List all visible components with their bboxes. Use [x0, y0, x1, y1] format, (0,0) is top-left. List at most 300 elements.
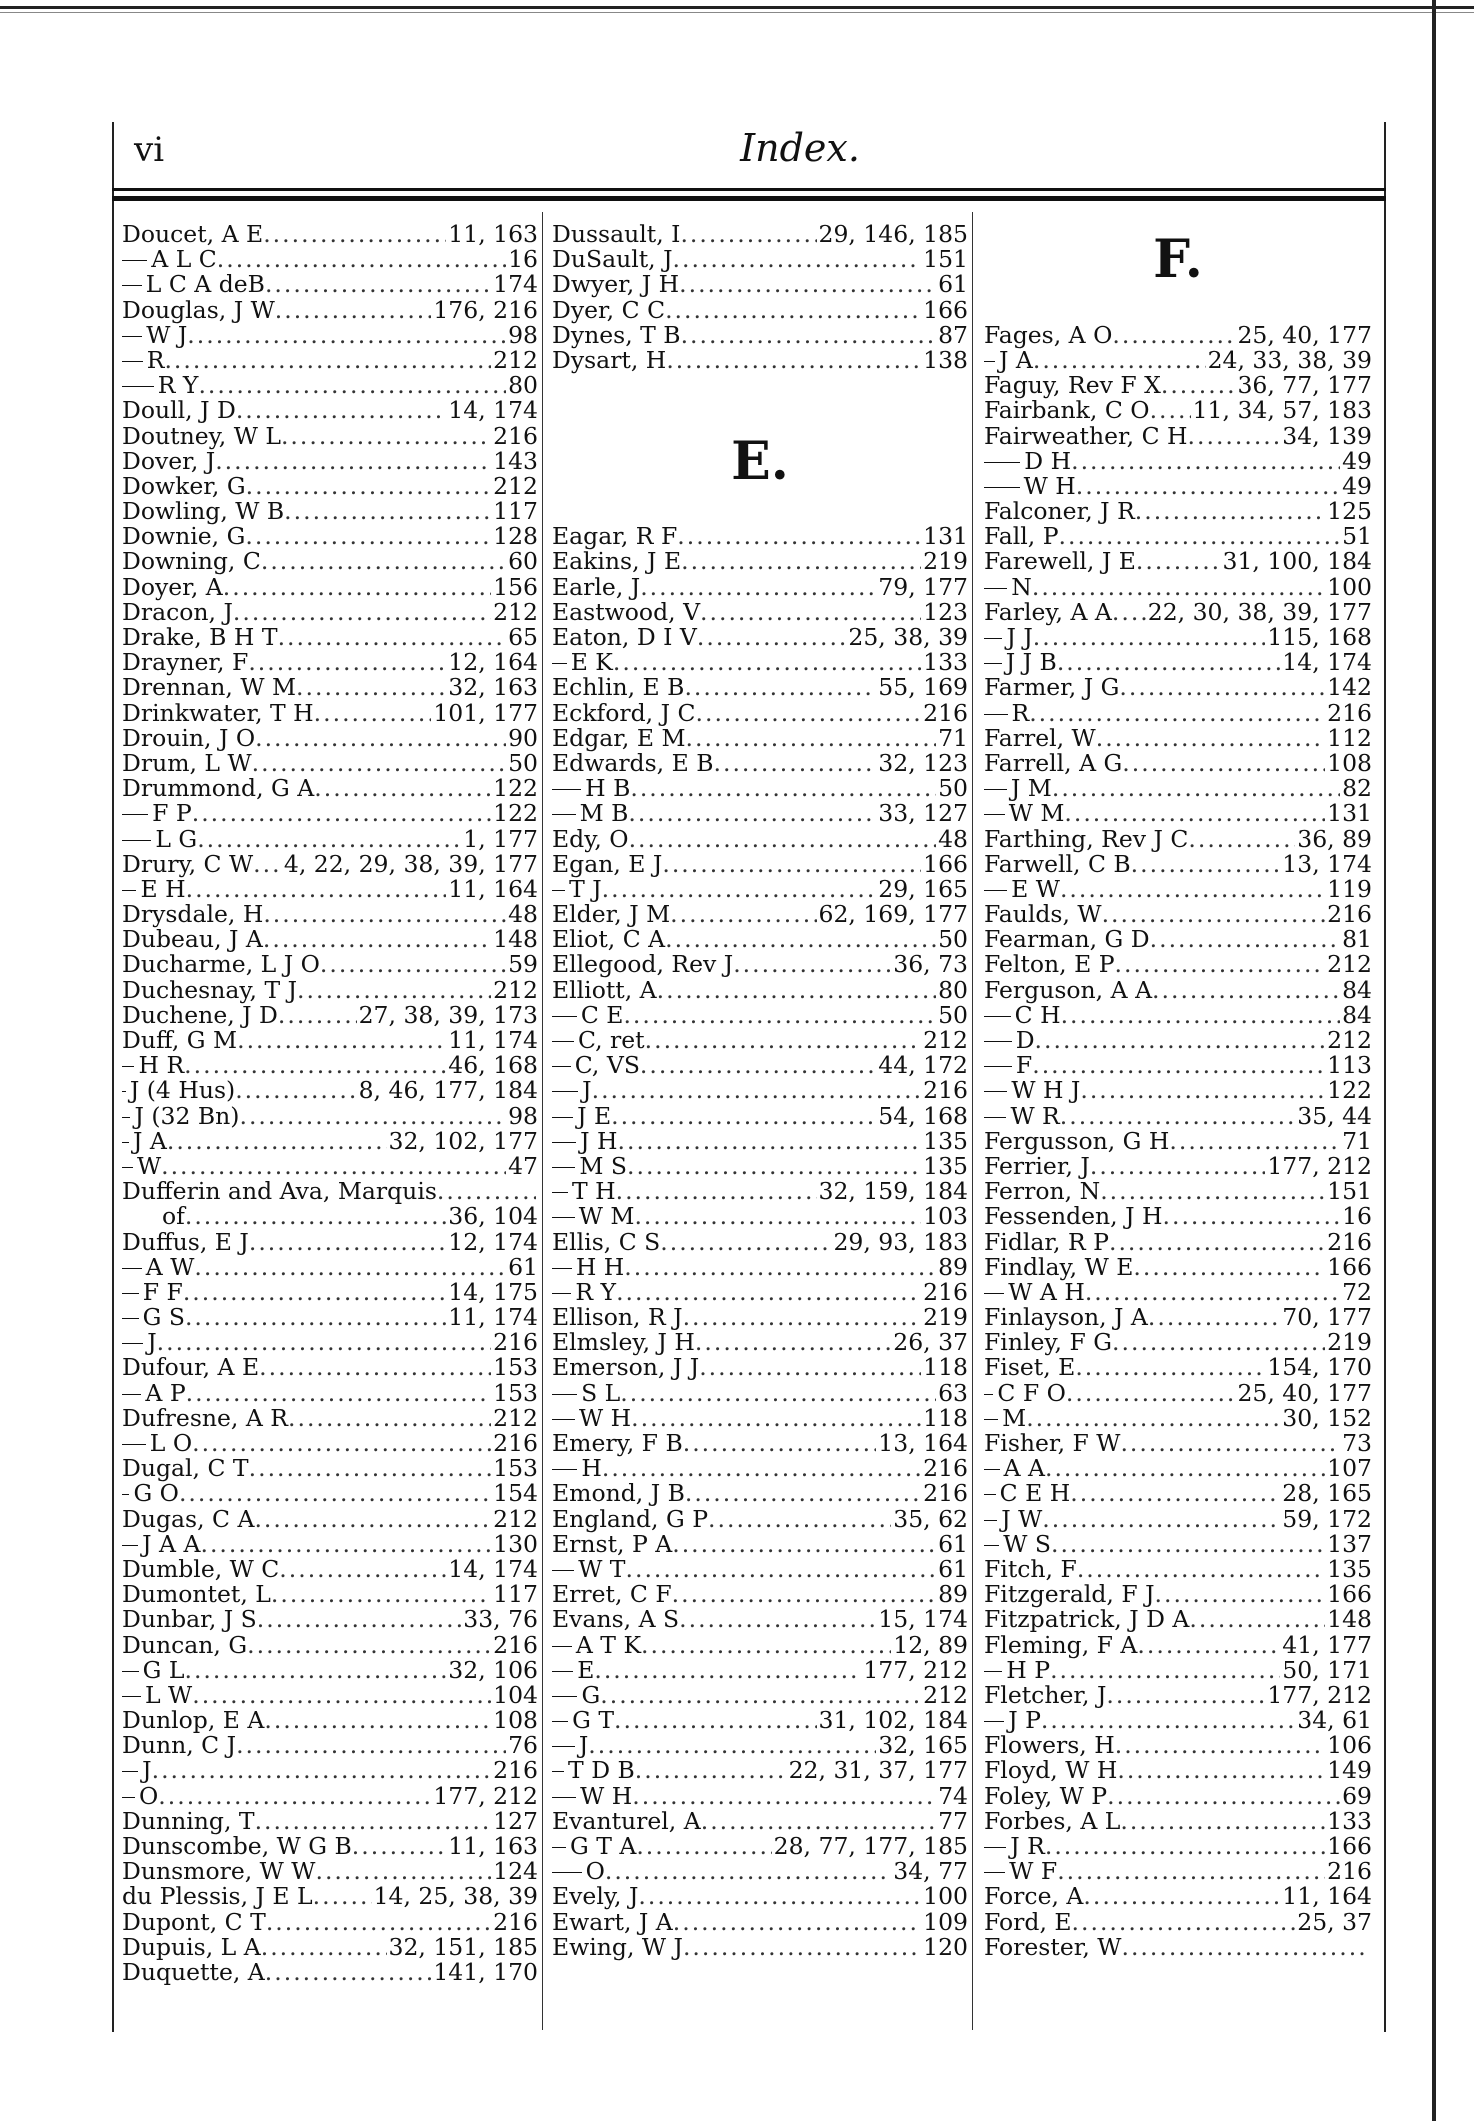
index-entry: [122, 1529, 538, 1558]
dot-leader: [263, 902, 506, 927]
index-entry: [984, 1680, 1372, 1709]
entry-name: Floyd, W H: [984, 1756, 1118, 1785]
entry-name: M: [1002, 1403, 1027, 1432]
entry-pages: 115, 168: [1267, 623, 1372, 652]
index-entry: [122, 1884, 538, 1909]
dot-leader: [641, 1633, 891, 1658]
entry-pages: 44, 172: [878, 1051, 968, 1080]
entry-pages: 120: [923, 1932, 968, 1961]
index-entry: [122, 373, 538, 398]
entry-name: C F O: [997, 1378, 1066, 1407]
entry-name: W H: [1023, 471, 1076, 500]
entry-pages: 90: [508, 723, 538, 752]
entry-pages: 216: [1327, 900, 1372, 929]
entry-pages: 69: [1342, 1781, 1372, 1810]
entry-name: Dubeau, J A: [122, 925, 263, 954]
entry-pages: 216: [493, 1756, 538, 1785]
ditto-dash: [552, 1268, 572, 1269]
entry-name: W: [136, 1151, 162, 1180]
dot-leader: [602, 877, 877, 902]
entry-name: Eastwood, V: [552, 597, 701, 626]
entry-name: Farley, A A: [984, 597, 1112, 626]
ditto-dash: [984, 789, 1007, 790]
entry-pages: 133: [923, 648, 968, 677]
entry-name: W T: [578, 1554, 626, 1583]
entry-name: of: [162, 1202, 185, 1231]
index-entry: [122, 1252, 538, 1281]
entry-pages: 22, 30, 38, 39, 177: [1147, 597, 1372, 626]
entry-pages: 48: [508, 900, 538, 929]
entry-pages: 32, 151, 185: [388, 1932, 538, 1961]
index-entry: [552, 824, 968, 853]
index-entry: [984, 1834, 1372, 1859]
dot-leader: [1122, 751, 1325, 776]
dot-leader: [657, 978, 936, 1003]
entry-pages: 36, 89: [1297, 824, 1372, 853]
entry-pages: 34, 139: [1282, 421, 1372, 450]
entry-name: Eliot, C A: [552, 925, 666, 954]
index-entry: [984, 471, 1372, 500]
index-entry: [122, 295, 538, 324]
index-entry: [984, 1101, 1372, 1130]
dot-leader: [630, 776, 936, 801]
index-entry: [122, 320, 538, 349]
ditto-dash: [552, 1721, 568, 1722]
entry-name: Ducharme, L J O: [122, 950, 320, 979]
entry-pages: 12, 174: [448, 1227, 538, 1256]
dot-leader: [1150, 927, 1340, 952]
entry-name: Douglas, J W: [122, 295, 275, 324]
index-column-3: [984, 222, 1372, 1960]
entry-name: C E H: [999, 1479, 1071, 1508]
index-entry: [984, 1305, 1372, 1330]
dot-leader: [714, 751, 877, 776]
entry-name: H B: [585, 774, 631, 803]
entry-pages: 131: [1327, 799, 1372, 828]
dot-leader: [1041, 1708, 1295, 1733]
entry-pages: 12, 89: [893, 1630, 968, 1659]
entry-name: J: [578, 1731, 589, 1760]
index-column-2: [552, 222, 968, 1960]
index-entry: [122, 1277, 538, 1306]
index-entry: [552, 1607, 968, 1632]
top-rule: [0, 6, 1474, 9]
ditto-dash: [122, 1167, 133, 1168]
dot-leader: [192, 801, 491, 826]
dot-leader: [185, 1204, 446, 1229]
entry-name: Duquette, A: [122, 1957, 265, 1986]
index-entry: [122, 1630, 538, 1659]
dot-leader: [683, 1935, 921, 1960]
entry-name: Elder, J M: [552, 900, 671, 929]
dot-leader: [635, 1758, 787, 1783]
dot-leader: [275, 298, 432, 323]
index-entry: [552, 1000, 968, 1029]
ditto-dash: [552, 1293, 571, 1294]
dot-leader: [685, 1481, 921, 1506]
entry-pages: 98: [508, 320, 538, 349]
entry-name: H R: [138, 1051, 185, 1080]
dot-leader: [247, 1633, 491, 1658]
dot-leader: [1112, 600, 1146, 625]
ditto-dash: [984, 1091, 1007, 1092]
entry-pages: 101, 177: [433, 698, 538, 727]
index-entry: [984, 1733, 1372, 1758]
ditto-dash: [122, 386, 154, 387]
index-entry: [984, 1078, 1372, 1103]
index-entry: [122, 1151, 538, 1180]
entry-pages: 216: [923, 1454, 968, 1483]
index-entry: [552, 1907, 968, 1936]
dot-leader: [1080, 1078, 1325, 1103]
entry-pages: 24, 33, 38, 39: [1207, 345, 1372, 374]
index-entry: [552, 1554, 968, 1583]
index-entry: [984, 1529, 1372, 1558]
page-title: Index.: [740, 126, 860, 170]
index-entry: [552, 675, 968, 700]
ditto-dash: [122, 1545, 138, 1546]
dot-leader: [1032, 1053, 1325, 1078]
entry-pages: 82: [1342, 774, 1372, 803]
entry-pages: 36, 77, 177: [1237, 371, 1372, 400]
entry-pages: 119: [1327, 874, 1372, 903]
dot-leader: [1155, 1582, 1326, 1607]
index-entry: [122, 549, 538, 574]
entry-name: E: [577, 1655, 595, 1684]
entry-name: Elmsley, J H: [552, 1328, 695, 1357]
dot-leader: [1188, 424, 1281, 449]
entry-pages: 13, 164: [878, 1429, 968, 1458]
dot-leader: [1052, 776, 1340, 801]
entry-pages: 8, 46, 177, 184: [358, 1076, 538, 1105]
entry-pages: 29, 146, 185: [818, 220, 968, 248]
dot-leader: [1070, 1481, 1280, 1506]
entry-pages: 11, 34, 57, 183: [1192, 396, 1372, 425]
entry-pages: 216: [923, 698, 968, 727]
dot-leader: [1137, 1633, 1280, 1658]
entry-name: Dunn, C J: [122, 1731, 237, 1760]
section-letter: F.: [1153, 229, 1203, 291]
dot-leader: [1136, 549, 1221, 574]
dot-leader: [628, 801, 876, 826]
entry-name: G T A: [569, 1832, 637, 1861]
dot-leader: [1060, 1104, 1295, 1129]
entry-name: Forbes, A L: [984, 1806, 1121, 1835]
index-entry: [122, 446, 538, 475]
index-entry: [122, 723, 538, 752]
entry-name: Fessenden, J H: [984, 1202, 1163, 1231]
entry-name: Ewing, W J: [552, 1932, 683, 1961]
entry-pages: 14, 174: [448, 396, 538, 425]
ditto-dash: [122, 285, 142, 286]
entry-name: M B: [579, 799, 629, 828]
index-entry: [984, 1179, 1372, 1204]
ditto-dash: [552, 1746, 575, 1747]
entry-name: W F: [1009, 1857, 1058, 1886]
entry-pages: 153: [493, 1454, 538, 1483]
index-entry: [122, 1504, 538, 1533]
index-entry: [122, 801, 538, 826]
index-entry: [552, 1101, 968, 1130]
entry-name: Fages, A O: [984, 320, 1113, 349]
entry-name: J: [147, 1328, 157, 1357]
index-entry: [552, 1630, 968, 1659]
dot-leader: [1064, 801, 1325, 826]
index-entry: [984, 1504, 1372, 1533]
dot-leader: [1060, 877, 1325, 902]
index-entry: [122, 1078, 538, 1103]
entry-name: Felton, E P: [984, 950, 1115, 979]
entry-name: Duffus, E J: [122, 1227, 249, 1256]
index-entry: [122, 1957, 538, 1986]
ditto-dash: [122, 890, 136, 891]
entry-name: Farewell, J E: [984, 547, 1136, 576]
ditto-dash: [122, 1394, 141, 1395]
entry-pages: 87: [938, 320, 968, 349]
entry-name: J E: [577, 1101, 612, 1130]
entry-pages: 166: [1327, 1252, 1372, 1281]
index-entry: [122, 272, 538, 297]
entry-pages: 143: [493, 446, 538, 475]
ditto-dash: [984, 588, 1007, 589]
entry-pages: 103: [923, 1202, 968, 1231]
index-entry: [552, 1680, 968, 1709]
entry-pages: 71: [938, 723, 968, 752]
entry-pages: 124: [493, 1857, 538, 1886]
index-entry: [984, 320, 1372, 349]
index-entry: [552, 1456, 968, 1481]
dot-leader: [677, 524, 921, 549]
ditto-dash: [552, 1646, 572, 1647]
entry-name: Farrell, A G: [984, 748, 1123, 777]
index-entry: [984, 1859, 1372, 1884]
index-entry: [122, 1355, 538, 1380]
index-entry: [984, 1932, 1372, 1961]
index-entry: [552, 776, 968, 801]
dot-leader: [1135, 499, 1325, 524]
entry-name: Earle, J: [552, 572, 641, 601]
index-entry: [122, 1456, 538, 1481]
dot-leader: [666, 348, 921, 373]
entry-name: J R: [1010, 1832, 1045, 1861]
entry-pages: 73: [1342, 1429, 1372, 1458]
ditto-dash: [552, 1016, 577, 1017]
entry-name: Ferron, N: [984, 1177, 1101, 1206]
ditto-dash: [552, 1419, 575, 1420]
entry-pages: 153: [493, 1378, 538, 1407]
entry-pages: 71: [1342, 1126, 1372, 1155]
dot-leader: [673, 1910, 921, 1935]
entry-pages: 50: [938, 774, 968, 803]
dot-leader: [1035, 1028, 1326, 1053]
ditto-dash: [122, 1494, 129, 1495]
entry-name: Dussault, I: [552, 220, 681, 248]
entry-name: J: [582, 1076, 592, 1105]
ditto-dash: [552, 1217, 575, 1218]
entry-pages: 122: [1327, 1076, 1372, 1105]
entry-pages: 148: [493, 925, 538, 954]
dot-leader: [1112, 323, 1235, 348]
entry-name: Echlin, E B: [552, 673, 685, 702]
index-entry: [552, 1758, 968, 1783]
entry-name: Doyer, A: [122, 572, 223, 601]
entry-pages: 26, 37: [893, 1328, 968, 1357]
index-entry: [984, 572, 1372, 601]
entry-name: C, ret: [577, 1026, 645, 1055]
entry-pages: 135: [923, 1151, 968, 1180]
entry-pages: 13, 174: [1282, 849, 1372, 878]
entry-name: J A: [132, 1126, 167, 1155]
entry-name: Fergusson, G H: [984, 1126, 1170, 1155]
ditto-dash: [122, 260, 147, 261]
dot-leader: [1117, 1758, 1325, 1783]
entry-name: Farwell, C B: [984, 849, 1131, 878]
ditto-dash: [984, 1469, 1000, 1470]
entry-name: Ferrier, J: [984, 1151, 1090, 1180]
ditto-dash: [552, 1797, 576, 1798]
entry-name: M S: [579, 1151, 627, 1180]
entry-name: O: [585, 1857, 605, 1886]
entry-name: Dyer, C C: [552, 295, 666, 324]
index-entry: [122, 1655, 538, 1684]
ditto-dash: [122, 361, 143, 362]
entry-name: A A: [1003, 1454, 1045, 1483]
entry-pages: 34, 77: [893, 1857, 968, 1886]
entry-name: Farmer, J G: [984, 673, 1120, 702]
index-entry: [122, 675, 538, 700]
section-letter: E.: [731, 430, 789, 492]
index-entry: [552, 1708, 968, 1733]
dot-leader: [158, 1784, 431, 1809]
index-entry: [984, 524, 1372, 549]
top-rule-thin: [0, 12, 1474, 13]
index-entry: [122, 1758, 538, 1783]
dot-leader: [261, 549, 506, 574]
entry-pages: 28, 165: [1282, 1479, 1372, 1508]
index-entry: [984, 1431, 1372, 1456]
entry-pages: 109: [923, 1907, 968, 1936]
dot-leader: [1109, 1230, 1325, 1255]
dot-leader: [681, 549, 921, 574]
entry-pages: 156: [493, 572, 538, 601]
index-entry: [122, 1179, 538, 1204]
index-entry: [984, 874, 1372, 903]
dot-leader: [640, 1053, 876, 1078]
entry-name: A W: [145, 1252, 195, 1281]
entry-name: H: [581, 1454, 602, 1483]
dot-leader: [233, 600, 491, 625]
ditto-dash: [552, 1091, 578, 1092]
entry-pages: 63: [938, 1378, 968, 1407]
index-entry: [552, 549, 968, 574]
entry-name: Downing, C: [122, 547, 261, 576]
index-entry: [122, 471, 538, 500]
entry-pages: 32, 159, 184: [818, 1177, 968, 1206]
entry-name: Duncan, G: [122, 1630, 248, 1659]
index-entry: [122, 1834, 538, 1859]
dot-leader: [679, 1607, 876, 1632]
entry-name: R: [1011, 698, 1030, 727]
entry-pages: 11, 174: [448, 1303, 538, 1332]
index-entry: [552, 1355, 968, 1380]
entry-pages: 106: [1327, 1731, 1372, 1760]
dot-leader: [1107, 1784, 1340, 1809]
index-entry: [984, 597, 1372, 626]
entry-name: W H: [579, 1403, 632, 1432]
ditto-dash: [984, 814, 1005, 815]
entry-name: Dowker, G: [122, 471, 246, 500]
index-entry: [122, 1028, 538, 1053]
dot-leader: [217, 247, 506, 272]
entry-pages: 62, 169, 177: [818, 900, 968, 929]
ditto-dash: [552, 789, 581, 790]
dot-leader: [248, 650, 446, 675]
index-entry: [122, 1305, 538, 1330]
entry-pages: 29, 93, 183: [833, 1227, 968, 1256]
entry-pages: 30, 152: [1282, 1403, 1372, 1432]
dot-leader: [197, 827, 461, 852]
entry-pages: 25, 40, 177: [1237, 1378, 1372, 1407]
entry-name: du Plessis, J E L: [122, 1882, 313, 1911]
ditto-dash: [984, 1041, 1012, 1042]
index-entry: [984, 1481, 1372, 1506]
entry-pages: 212: [1327, 950, 1372, 979]
dot-leader: [1057, 1859, 1325, 1884]
entry-pages: 77: [938, 1806, 968, 1835]
entry-name: T J: [569, 874, 602, 903]
ditto-dash: [552, 1469, 577, 1470]
entry-name: Dunsmore, W W: [122, 1857, 316, 1886]
index-column-1: [122, 222, 538, 1985]
entry-name: Fall, P: [984, 522, 1059, 551]
dot-leader: [1057, 650, 1280, 675]
entry-name: G O: [133, 1479, 179, 1508]
ditto-dash: [122, 1343, 143, 1344]
entry-pages: 148: [1327, 1605, 1372, 1634]
entry-pages: 177, 212: [433, 1781, 538, 1810]
entry-pages: 212: [493, 1403, 538, 1432]
entry-name: Force, A: [984, 1882, 1084, 1911]
entry-pages: 1, 177: [463, 824, 538, 853]
entry-pages: 127: [493, 1806, 538, 1835]
header-rule: [112, 188, 1386, 191]
index-entry: [122, 247, 538, 272]
entry-pages: 11, 163: [448, 1832, 538, 1860]
entry-pages: 138: [923, 345, 968, 374]
entry-name: Drum, L W: [122, 748, 252, 777]
dot-leader: [696, 701, 922, 726]
ditto-dash: [122, 814, 148, 815]
dot-leader: [629, 827, 937, 852]
entry-name: Drayner, F: [122, 648, 249, 677]
ditto-dash: [552, 890, 565, 891]
index-entry: [552, 1582, 968, 1607]
index-entry: [552, 1305, 968, 1330]
entry-name: Farrel, W: [984, 723, 1096, 752]
entry-name: E W: [1011, 874, 1060, 903]
index-entry: [552, 975, 968, 1004]
entry-pages: 32, 102, 177: [388, 1126, 538, 1155]
entry-pages: 212: [1327, 1026, 1372, 1055]
index-entry: [984, 675, 1372, 700]
dot-leader: [1148, 1305, 1280, 1330]
entry-pages: 117: [493, 1580, 538, 1609]
entry-name: J: [142, 1756, 152, 1785]
index-entry: [552, 849, 968, 878]
dot-leader: [640, 575, 876, 600]
index-entry: [122, 1907, 538, 1936]
entry-name: L G: [155, 824, 198, 853]
